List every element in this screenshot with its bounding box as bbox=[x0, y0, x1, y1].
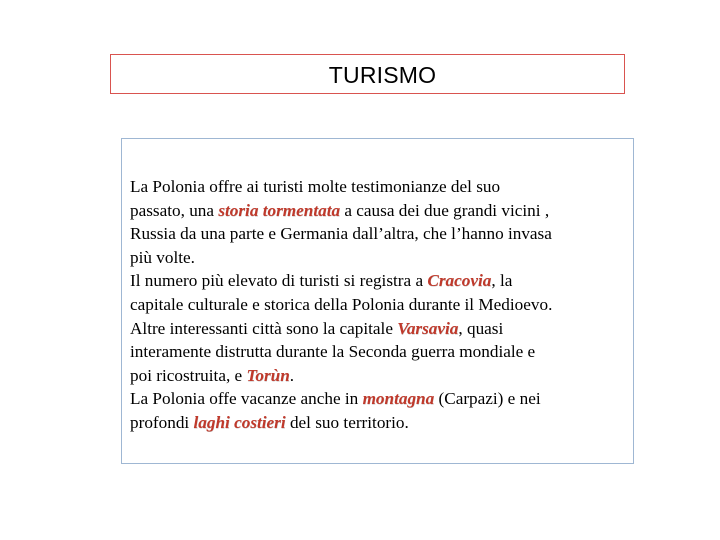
text-line bbox=[130, 246, 630, 270]
text-line bbox=[130, 387, 630, 411]
text-run: La Polonia offre ai turisti molte testimonianze del suo bbox=[130, 177, 501, 196]
text-run: Altre interessanti città sono la capitale bbox=[130, 318, 398, 338]
text-run: . bbox=[289, 365, 295, 385]
highlight-varsavia: Varsavia bbox=[397, 318, 459, 338]
text-line bbox=[130, 293, 630, 317]
highlight-laghi-costieri: laghi costieri bbox=[193, 412, 286, 432]
slide-title: TURISMO bbox=[328, 61, 437, 88]
text-run: passato, una bbox=[130, 200, 219, 220]
text-line bbox=[130, 199, 630, 223]
text-line bbox=[130, 317, 630, 341]
text-line bbox=[130, 175, 630, 199]
text-line bbox=[130, 269, 630, 293]
text-line bbox=[130, 222, 630, 246]
content-box bbox=[121, 138, 634, 464]
text-run: poi ricostruita, e bbox=[130, 365, 247, 385]
text-run: a causa dei due grandi vicini , bbox=[340, 200, 550, 220]
text-run: Il numero più elevato di turisti si registra a bbox=[130, 271, 428, 291]
text-line bbox=[130, 364, 630, 388]
text-run: interamente distrutta durante la Seconda guerra mondiale e bbox=[130, 342, 536, 362]
text-run: , quasi bbox=[458, 318, 504, 338]
text-run: (Carpazi) e nei bbox=[434, 389, 541, 409]
text-run: Russia da una parte e Germania dall’altra, che l’hanno invasa bbox=[130, 224, 552, 244]
text-run: La Polonia offe vacanze anche in bbox=[130, 389, 363, 409]
highlight-cracovia: Cracovia bbox=[427, 271, 492, 291]
text-run: profondi bbox=[130, 412, 194, 432]
text-line bbox=[130, 411, 630, 435]
text-run: , la bbox=[491, 271, 513, 291]
text-run: del suo territorio. bbox=[285, 412, 409, 432]
title-box bbox=[110, 54, 625, 94]
highlight-torun: Torùn bbox=[246, 365, 290, 385]
body-text bbox=[130, 175, 630, 435]
text-run: capitale culturale e storica della Polonia durante il Medioevo. bbox=[130, 294, 553, 314]
highlight-storia-tormentata: storia tormentata bbox=[218, 200, 341, 220]
text-line bbox=[130, 340, 630, 364]
text-run: più volte. bbox=[130, 247, 195, 267]
highlight-montagna: montagna bbox=[362, 389, 435, 409]
